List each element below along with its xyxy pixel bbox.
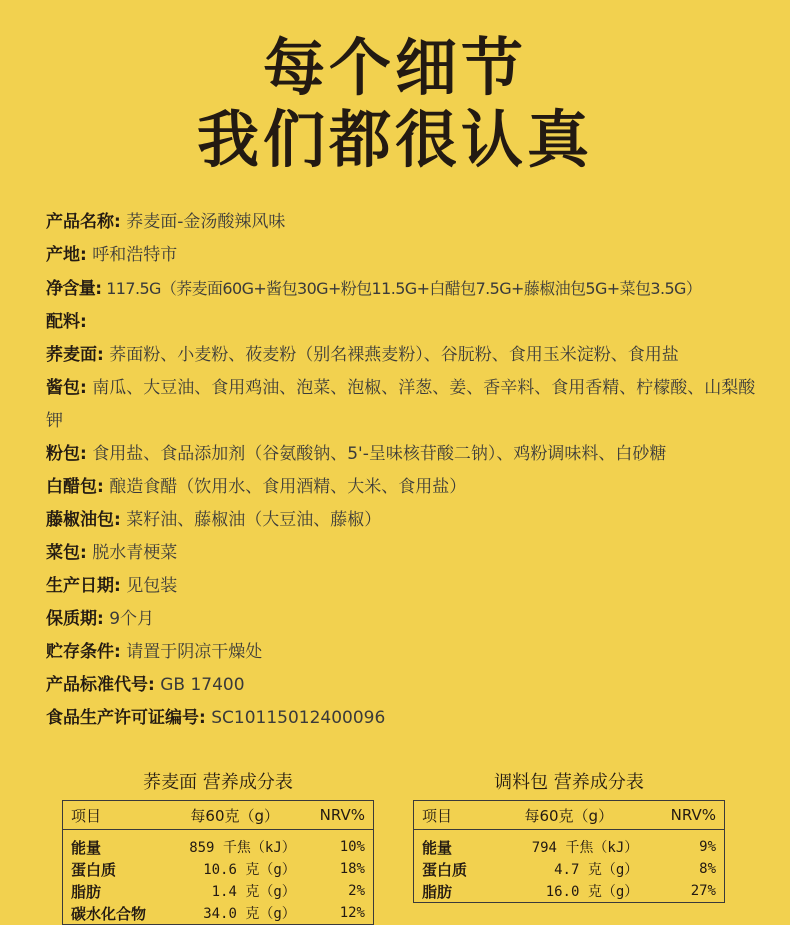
nutrient-nrv: 18%	[339, 861, 365, 877]
info-value: 请置于阴凉干燥处	[126, 642, 263, 662]
info-label: 贮存条件:	[46, 642, 121, 662]
info-row-net-weight	[46, 272, 766, 306]
table-row	[414, 880, 725, 903]
info-value: 荞面粉、小麦粉、莜麦粉（别名裸燕麦粉）、谷朊粉、食用玉米淀粉、食用盐	[109, 345, 679, 365]
info-row-sauce	[46, 372, 766, 438]
table-row	[63, 902, 374, 925]
table-header-row	[63, 801, 374, 830]
table-header-amount: 每60克（g）	[166, 801, 304, 830]
nutrient-name: 能量	[422, 838, 453, 857]
nutrient-amount: 4.7 克（g）	[554, 862, 639, 878]
info-value: 菜籽油、藤椒油（大豆油、藤椒）	[126, 510, 382, 530]
info-label: 产品标准代号:	[46, 675, 155, 695]
nutrient-name: 脂肪	[422, 882, 453, 901]
table-header-nrv: NRV%	[646, 801, 724, 830]
info-label: 菜包:	[46, 543, 87, 563]
info-row-vegetable	[46, 537, 766, 570]
info-label: 粉包:	[46, 444, 87, 464]
table-header-nrv: NRV%	[304, 801, 374, 830]
info-label: 净含量:	[46, 279, 102, 299]
info-row-shelf-life	[46, 603, 766, 636]
info-value: 见包装	[126, 576, 178, 596]
nutrient-nrv: 8%	[699, 861, 716, 877]
table-row	[63, 858, 374, 880]
info-value: SC10115012400096	[211, 708, 386, 728]
table-row	[414, 830, 725, 859]
info-value: 食用盐、食品添加剂（谷氨酸钠、5'-呈味核苷酸二钠）、鸡粉调味料、白砂糖	[92, 444, 667, 464]
info-label: 藤椒油包:	[46, 510, 121, 530]
info-label: 产地:	[46, 245, 87, 265]
info-row-noodles	[46, 339, 766, 372]
nutrient-amount: 16.0 克（g）	[545, 884, 639, 900]
info-value: 呼和浩特市	[92, 245, 178, 265]
info-row-origin	[46, 239, 766, 272]
info-row-product-name	[46, 206, 766, 239]
table-header-item: 项目	[63, 801, 166, 830]
nutrient-name: 蛋白质	[71, 860, 117, 879]
headline-line-1: 每个细节	[262, 31, 527, 104]
info-value: 荞麦面-金汤酸辣风味	[126, 212, 286, 232]
table-row	[63, 830, 374, 859]
info-label: 生产日期:	[46, 576, 121, 596]
nutrient-amount: 34.0 克（g）	[203, 906, 296, 922]
info-label: 保质期:	[46, 609, 104, 629]
info-label: 配料:	[46, 312, 87, 332]
table-row	[414, 858, 725, 880]
nutrient-name: 能量	[71, 838, 102, 857]
headline-line-2: 我们都很认真	[196, 103, 593, 176]
info-value: 酿造食醋（饮用水、食用酒精、大米、食用盐）	[109, 477, 467, 497]
info-label: 荞麦面:	[46, 345, 104, 365]
nutrition-table-noodles	[62, 800, 374, 925]
info-row-production-date	[46, 570, 766, 603]
table-header-item: 项目	[414, 801, 492, 830]
info-row-vinegar	[46, 471, 766, 504]
info-value: 南瓜、大豆油、食用鸡油、泡菜、泡椒、洋葱、姜、香辛料、食用香精、柠檬酸、山梨酸钾	[46, 378, 756, 431]
nutrient-name: 脂肪	[71, 882, 102, 901]
info-label: 白醋包:	[46, 477, 104, 497]
nutrition-title-noodles: 荞麦面 营养成分表	[143, 772, 293, 793]
table-header-row	[414, 801, 725, 830]
info-label: 酱包:	[46, 378, 87, 398]
nutrient-amount: 10.6 克（g）	[203, 862, 296, 878]
info-row-powder	[46, 438, 766, 471]
nutrient-amount: 1.4 克（g）	[211, 884, 296, 900]
info-value: GB 17400	[160, 675, 245, 695]
nutrient-nrv: 27%	[690, 883, 716, 899]
info-label: 产品名称:	[46, 212, 121, 232]
nutrient-name: 蛋白质	[422, 860, 468, 879]
info-row-ingredients	[46, 306, 766, 339]
info-value: 117.5G（荞麦面60G+酱包30G+粉包11.5G+白醋包7.5G+藤椒油包5G+菜包3.5G）	[106, 279, 702, 298]
info-value: 9个月	[109, 609, 155, 629]
nutrient-amount: 859 千焦（kJ）	[189, 840, 296, 856]
info-row-license	[46, 702, 766, 735]
nutrition-table-seasoning	[413, 800, 725, 903]
info-row-storage	[46, 636, 766, 669]
table-row	[63, 880, 374, 902]
nutrient-nrv: 9%	[699, 839, 716, 855]
info-row-pepper-oil	[46, 504, 766, 537]
table-header-amount: 每60克（g）	[491, 801, 646, 830]
product-info-list	[46, 206, 766, 735]
nutrient-nrv: 12%	[339, 905, 365, 921]
nutrient-nrv: 10%	[339, 839, 365, 855]
nutrient-nrv: 2%	[348, 883, 365, 899]
nutrition-title-seasoning: 调料包 营养成分表	[494, 772, 644, 793]
nutrient-name: 碳水化合物	[71, 904, 147, 923]
nutrient-amount: 794 千焦（kJ）	[531, 840, 639, 856]
info-label: 食品生产许可证编号:	[46, 708, 206, 728]
info-value: 脱水青梗菜	[92, 543, 178, 563]
info-row-standard	[46, 669, 766, 702]
